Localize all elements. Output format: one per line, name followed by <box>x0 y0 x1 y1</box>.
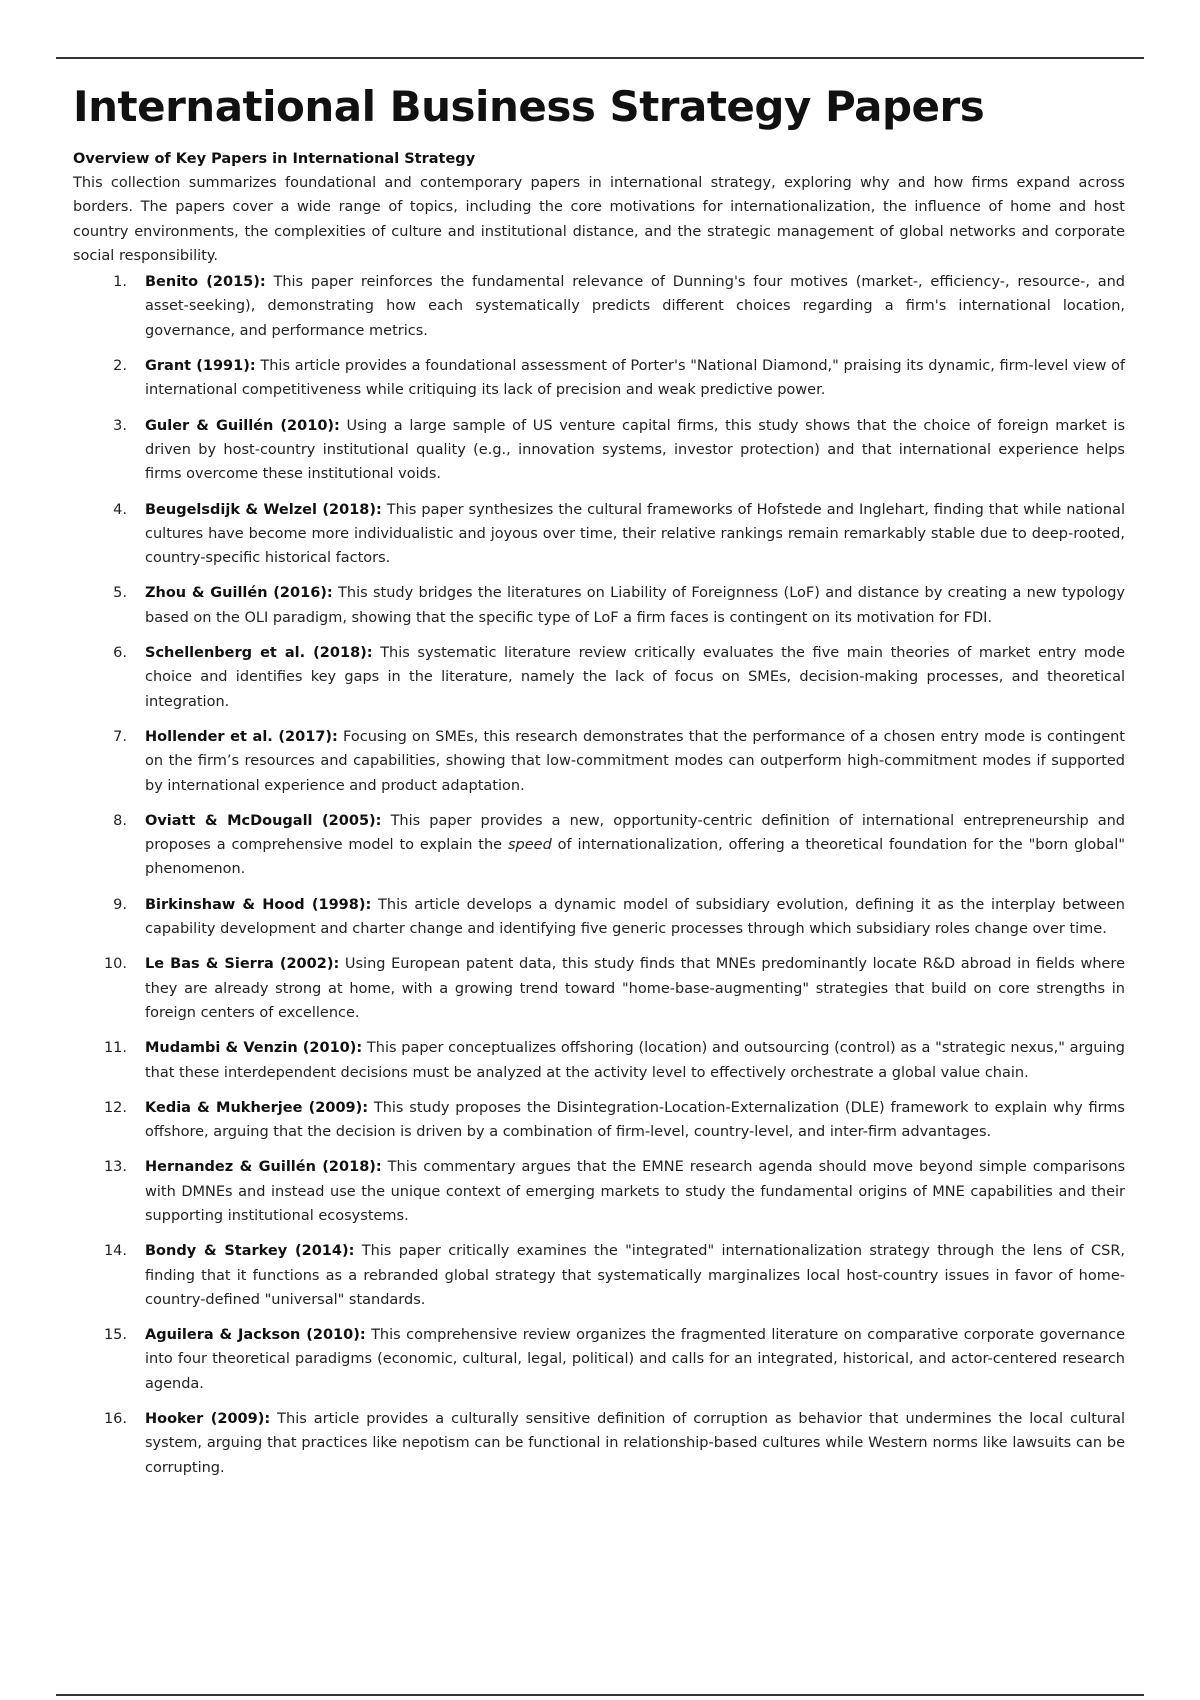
item-number: 8. <box>113 812 127 829</box>
item-author: Aguilera & Jackson (2010): <box>145 1327 366 1344</box>
list-item <box>73 641 1125 714</box>
item-number: 12. <box>103 1099 127 1116</box>
item-author: Bondy & Starkey (2014): <box>145 1243 355 1260</box>
item-summary: This article develops a dynamic model of subsidiary evolution, defining it as the interplay between capability development and charter change and identifying five generic processes through which subsidiary roles change over time. <box>145 896 1125 938</box>
item-author: Grant (1991): <box>145 358 256 375</box>
item-number: 7. <box>113 728 127 745</box>
item-author: Hernandez & Guillén (2018): <box>145 1159 382 1176</box>
list-item <box>73 414 1125 487</box>
item-author: Benito (2015): <box>145 274 266 291</box>
item-summary: This article provides a foundational assessment of Porter's "National Diamond," praising its dynamic, firm-level view of international competitiveness while critiquing its lack of precision and weak predictive power. <box>145 358 1126 399</box>
list-item <box>73 809 1125 882</box>
intro-paragraph: This collection summarizes foundational and contemporary papers in international strategy, exploring why and how firms expand across borders. The papers cover a wide range of topics, including the core motivations for internationalization, the influence of home and host country environments, the complexities of culture and institutional distance, and the strategic management of global networks and corporate social responsibility. <box>73 175 1125 264</box>
item-number: 11. <box>103 1040 127 1057</box>
item-number: 9. <box>113 896 127 913</box>
list-item <box>73 270 1125 343</box>
item-number: 3. <box>113 417 127 434</box>
item-summary: This article provides a culturally sensitive definition of corruption as behavior that undermines the local cultural system, arguing that practices like nepotism can be functional in relationship-based cultures while Western norms like lawsuits can be corrupting. <box>145 1411 1125 1476</box>
list-item <box>73 952 1125 1025</box>
item-number: 5. <box>113 585 127 602</box>
item-summary: This paper reinforces the fundamental relevance of Dunning's four motives (market-, efficiency-, resource-, and asset-seeking), demonstrating how each systematically predicts different choices regarding a firm's international location, governance, and performance metrics. <box>145 274 1126 339</box>
item-summary: This paper conceptualizes offshoring (location) and outsourcing (control) as a "strategic nexus," arguing that these interdependent decisions must be analyzed at the activity level to effectively orchestrate a global value chain. <box>145 1040 1126 1081</box>
item-author: Le Bas & Sierra (2002): <box>145 956 340 973</box>
list-item <box>73 1323 1125 1396</box>
item-author: Zhou & Guillén (2016): <box>145 585 333 602</box>
item-number: 13. <box>103 1159 127 1176</box>
footer-rule <box>56 1694 1144 1696</box>
list-item <box>73 581 1125 630</box>
item-summary: This study bridges the literatures on Liability of Foreignness (LoF) and distance by creating a new typology based on the OLI paradigm, showing that the specific type of LoF a firm faces is contingent on its motivation for FDI. <box>145 585 1125 626</box>
item-author: Hollender et al. (2017): <box>145 728 338 745</box>
item-number: 10. <box>103 956 127 973</box>
item-summary: This paper synthesizes the cultural frameworks of Hofstede and Inglehart, finding that while national cultures have become more individualistic and joyous over time, their relative rankings remain remarkably stable due to deep-rooted, country-specific historical factors. <box>145 501 1125 567</box>
list-item <box>73 1036 1125 1085</box>
document-page <box>73 76 1125 1491</box>
item-summary-emphasis: speed <box>507 837 552 854</box>
item-summary: Using a large sample of US venture capital firms, this study shows that the choice of foreign market is driven by host-country institutional quality (e.g., innovation systems, investor protection) and that international experience helps firms overcome these institutional voids. <box>145 417 1126 483</box>
section-heading: Overview of Key Papers in International Strategy <box>73 151 476 167</box>
item-summary-after: of internationalization, offering a theoretical foundation for the "born global" phenomenon. <box>145 837 1125 878</box>
list-item <box>73 893 1125 942</box>
item-number: 14. <box>103 1243 127 1260</box>
header-rule <box>56 57 1144 59</box>
item-summary: This study proposes the Disintegration-Location-Externalization (DLE) framework to explain why firms offshore, arguing that the decision is driven by a combination of firm-level, country-level, and inter-firm advantages. <box>145 1099 1125 1141</box>
item-summary: Using European patent data, this study finds that MNEs predominantly locate R&D abroad in fields where they are already strong at home, with a growing trend toward "home-base-augmenting" strategies that build on core strengths in foreign centers of excellence. <box>145 956 1125 1021</box>
item-author: Mudambi & Venzin (2010): <box>145 1040 363 1057</box>
item-number: 4. <box>113 501 127 518</box>
item-author: Schellenberg et al. (2018): <box>145 645 373 662</box>
list-item <box>73 1239 1125 1312</box>
list-item <box>73 1096 1125 1145</box>
item-summary-before: This paper provides a new, opportunity-centric definition of international entrepreneurship and proposes a comprehensive model to explain the <box>145 812 1126 854</box>
item-summary: Focusing on SMEs, this research demonstrates that the performance of a chosen entry mode is contingent on the firm’s resources and capabilities, showing that low-commitment modes can outperform high-commitment modes if supported by international experience and product adaptation. <box>145 728 1125 794</box>
list-item <box>73 1407 1125 1480</box>
page-title: International Business Strategy Papers <box>73 82 985 131</box>
list-item <box>73 354 1125 403</box>
list-item <box>73 498 1125 571</box>
item-author: Kedia & Mukherjee (2009): <box>145 1099 369 1116</box>
item-summary: This comprehensive review organizes the fragmented literature on comparative corporate governance into four theoretical paradigms (economic, cultural, legal, political) and calls for an integrated, historical, and actor-centered research agenda. <box>145 1327 1125 1392</box>
item-author: Birkinshaw & Hood (1998): <box>145 896 372 913</box>
item-number: 2. <box>113 358 127 375</box>
papers-list <box>73 270 1125 1480</box>
list-item <box>73 725 1125 798</box>
item-author: Guler & Guillén (2010): <box>145 417 340 434</box>
item-number: 6. <box>113 645 127 662</box>
item-author: Beugelsdijk & Welzel (2018): <box>145 501 382 518</box>
list-item <box>73 1155 1125 1228</box>
item-author: Oviatt & McDougall (2005): <box>145 812 382 829</box>
item-author: Hooker (2009): <box>145 1411 271 1428</box>
item-summary: This commentary argues that the EMNE research agenda should move beyond simple comparisons with DMNEs and instead use the unique context of emerging markets to study the fundamental origins of MNE capabilities and their supporting institutional ecosystems. <box>145 1159 1125 1224</box>
item-summary: This systematic literature review critically evaluates the five main theories of market entry mode choice and identifies key gaps in the literature, namely the lack of focus on SMEs, decision-making processes, and theoretical integration. <box>145 645 1126 710</box>
item-number: 1. <box>113 274 127 291</box>
item-summary: This paper critically examines the "integrated" internationalization strategy through the lens of CSR, finding that it functions as a rebranded global strategy that systematically marginalizes local host-country issues in favor of home-country-defined "universal" standards. <box>145 1243 1126 1308</box>
item-number: 15. <box>103 1327 127 1344</box>
item-number: 16. <box>103 1411 127 1428</box>
